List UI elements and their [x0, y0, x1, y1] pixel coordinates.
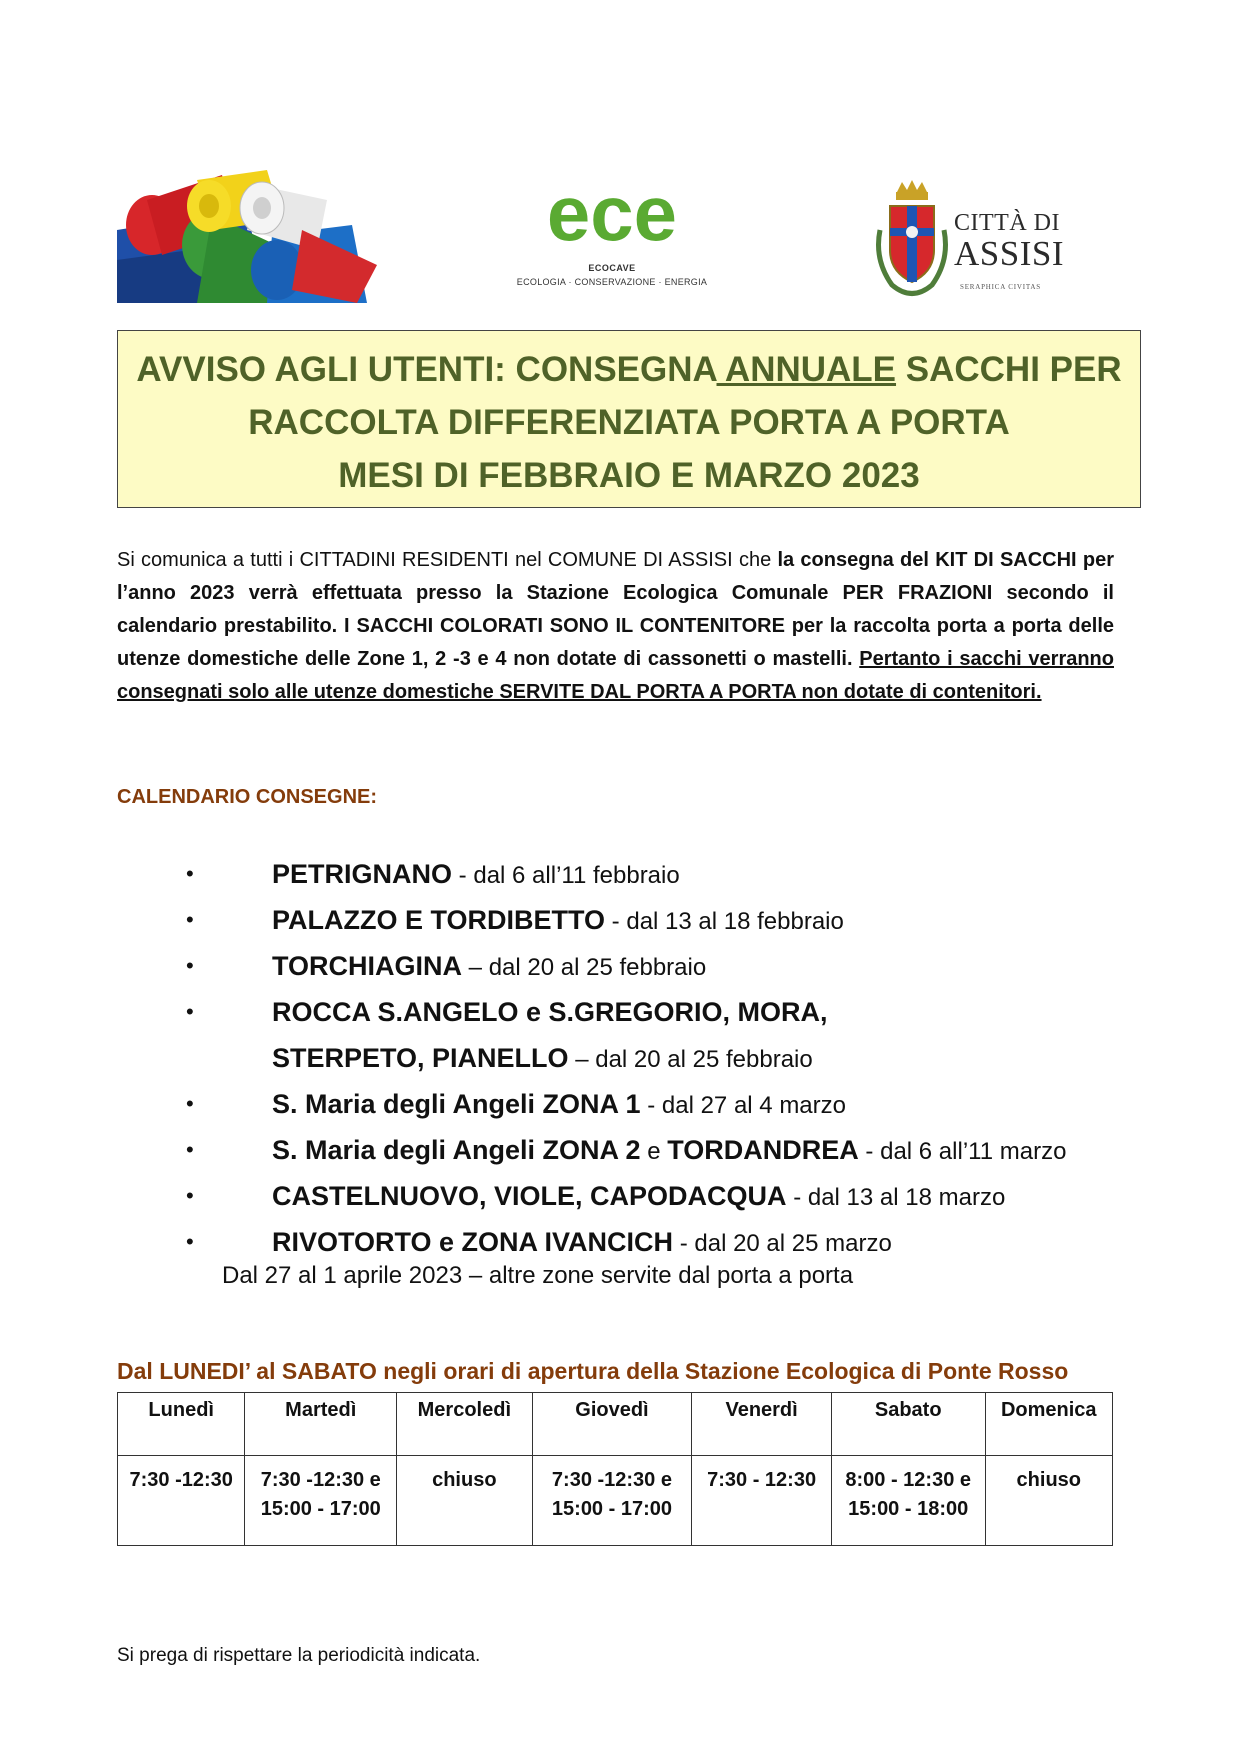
logos-header [117, 170, 1117, 310]
day-header: Mercoledì [397, 1393, 532, 1456]
calendar-item [186, 1128, 1146, 1174]
hours-heading-part: negli orari di apertura della Stazione Ecologica di Ponte Rosso [376, 1358, 1069, 1384]
calendar-item-continuation [272, 1036, 1146, 1082]
hours-line: 15:00 - 17:00 [260, 1498, 381, 1520]
bullet-icon: • [186, 907, 194, 932]
calendar-item [186, 898, 1146, 944]
calendar-item [186, 1082, 1146, 1128]
ece-wordmark-icon [492, 178, 732, 260]
calendar-dates: - dal 6 all’11 marzo [858, 1138, 1067, 1165]
bullet-icon: • [186, 1091, 194, 1116]
hours-heading-part: LUNEDI’ [159, 1358, 250, 1384]
calendar-dates: - dal 6 all’11 febbraio [452, 862, 680, 889]
opening-hours-table [117, 1392, 1113, 1546]
calendar-heading: CALENDARIO CONSEGNE: [117, 786, 378, 808]
assisi-logo-line2: ASSISI [954, 234, 1064, 273]
hours-cell [985, 1456, 1112, 1546]
calendar-item [186, 990, 1146, 1082]
garbage-bags-image [117, 170, 389, 303]
hours-cell [118, 1456, 245, 1546]
calendar-item [186, 1174, 1146, 1220]
calendar-dates: - dal 27 al 4 marzo [640, 1092, 846, 1119]
hours-cell [532, 1456, 692, 1546]
hours-line: 15:00 - 17:00 [551, 1498, 672, 1520]
day-header: Lunedì [118, 1393, 245, 1456]
table-row [118, 1456, 1113, 1546]
ece-tagline: ECOLOGIA · CONSERVAZIONE · ENERGIA [516, 277, 708, 287]
hours-line: 7:30 -12:30 e [551, 1469, 672, 1491]
intro-part-1: Si comunica a tutti i CITTADINI RESIDENTI nel COMUNE DI ASSISI che [117, 549, 778, 571]
title-line-1-pre: AVVISO AGLI UTENTI: CONSEGNA [136, 350, 717, 389]
intro-paragraph [117, 544, 1114, 709]
hours-line: 7:30 -12:30 [129, 1469, 233, 1491]
bullet-icon: • [186, 1137, 194, 1162]
calendar-zone: S. Maria degli Angeli ZONA 2 [272, 1135, 641, 1165]
title-annuale-underlined: ANNUALE [716, 350, 897, 389]
notice-title-box [117, 330, 1141, 508]
calendar-zone-continued: STERPETO, PIANELLO [272, 1043, 569, 1073]
hours-cell [397, 1456, 532, 1546]
opening-hours-heading [117, 1358, 1068, 1385]
calendar-zone-second: TORDANDREA [667, 1135, 859, 1165]
calendar-extra-note: Dal 27 al 1 aprile 2023 – altre zone servite dal porta a porta [222, 1262, 854, 1289]
calendar-dates: – dal 20 al 25 febbraio [568, 1046, 813, 1073]
calendar-list [186, 852, 1146, 1266]
citta-di-assisi-logo [872, 180, 1072, 305]
title-line-1 [118, 343, 1140, 396]
hours-cell [692, 1456, 832, 1546]
calendar-zone: ROCCA S.ANGELO e S.GREGORIO, MORA, [272, 997, 828, 1027]
bullet-icon: • [186, 1183, 194, 1208]
calendar-item [186, 944, 1146, 990]
calendar-dates: - dal 20 al 25 marzo [673, 1230, 892, 1257]
hours-line: 7:30 -12:30 e [260, 1469, 381, 1491]
day-header: Venerdì [692, 1393, 832, 1456]
title-line-3: MESI DI FEBBRAIO E MARZO 2023 [338, 456, 920, 495]
calendar-zone: PALAZZO E TORDIBETTO [272, 905, 606, 935]
bullet-icon: • [186, 861, 194, 886]
calendar-item [186, 852, 1146, 898]
calendar-connector: e [640, 1138, 668, 1165]
day-header: Martedì [245, 1393, 397, 1456]
title-line-1-post: SACCHI PER [896, 350, 1122, 389]
hours-cell [245, 1456, 397, 1546]
ece-logo [492, 178, 732, 298]
title-line-2: RACCOLTA DIFFERENZIATA PORTA A PORTA [248, 403, 1010, 442]
hours-line: 8:00 - 12:30 e [845, 1469, 972, 1491]
table-header-row [118, 1393, 1113, 1456]
calendar-zone: TORCHIAGINA [272, 951, 463, 981]
bullet-icon: • [186, 1229, 194, 1254]
hours-cell [831, 1456, 985, 1546]
ece-wordmark-text: ece [546, 178, 678, 257]
hours-line: 7:30 - 12:30 [707, 1469, 817, 1491]
calendar-dates: - dal 13 al 18 febbraio [605, 908, 844, 935]
day-header: Giovedì [532, 1393, 692, 1456]
hours-heading-part: al [249, 1358, 282, 1384]
intro-part-2-bold: la consegna del KIT DI SACCHI per l’anno 2023 verrà effettuata presso la Stazione Ecologica Comunale PER FRAZIONI secondo il calendario prestabilito. I SACCHI COLORATI SONO IL CONTENITORE per la raccolta porta a porta delle utenze domestiche delle Zone 1, 2 -3 e 4 non dotate di cassonetti o mastelli. [117, 549, 1114, 670]
assisi-motto: SERAPHICA CIVITAS [960, 283, 1041, 291]
calendar-zone: S. Maria degli Angeli ZONA 1 [272, 1089, 641, 1119]
calendar-zone: PETRIGNANO [272, 859, 453, 889]
hours-heading-part: SABATO [281, 1358, 377, 1384]
assisi-logo-line1: CITTÀ DI [954, 210, 1060, 236]
day-header: Domenica [985, 1393, 1112, 1456]
calendar-item [186, 1220, 1146, 1266]
calendar-zone: CASTELNUOVO, VIOLE, CAPODACQUA [272, 1181, 787, 1211]
hours-line: chiuso [1016, 1469, 1081, 1491]
bullet-icon: • [186, 999, 194, 1024]
day-header: Sabato [831, 1393, 985, 1456]
hours-line: chiuso [432, 1469, 497, 1491]
calendar-zone: RIVOTORTO e ZONA IVANCICH [272, 1227, 674, 1257]
hours-heading-part: Dal [117, 1358, 160, 1384]
bullet-icon: • [186, 953, 194, 978]
footer-note: Si prega di rispettare la periodicità indicata. [117, 1645, 481, 1666]
calendar-dates: - dal 13 al 18 marzo [786, 1184, 1006, 1211]
hours-line: 15:00 - 18:00 [848, 1498, 969, 1520]
intro-part-3-underlined: Pertanto i sacchi verranno consegnati solo alle utenze domestiche SERVITE DAL PORTA A PORTA non dotate di contenitori. [117, 648, 1114, 703]
calendar-dates: – dal 20 al 25 febbraio [462, 954, 707, 981]
assisi-crest-icon [872, 180, 952, 302]
ece-subtitle: ECOCAVE [588, 263, 636, 273]
